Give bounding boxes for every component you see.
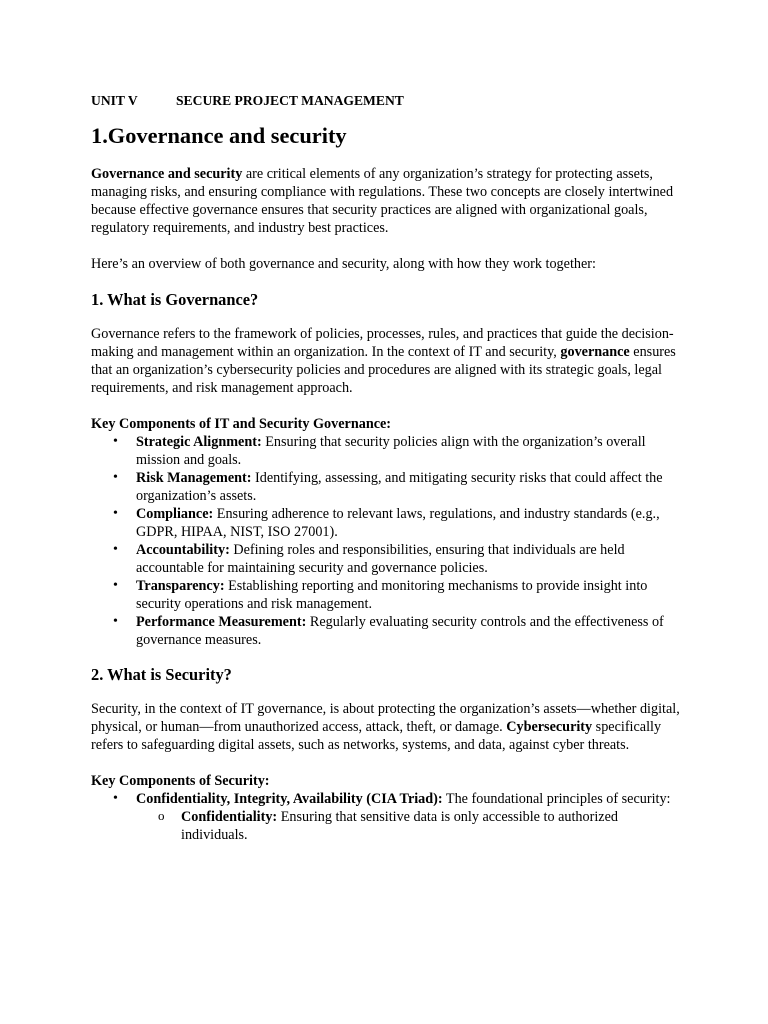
section1-text-2: ensures that an organization’s cybersecurity policies and procedures are aligned with its strategic goals, legal requirements, and risk management approach. [91, 344, 676, 396]
sub-list-item [136, 808, 681, 844]
section2-heading: 2. What is Security? [91, 665, 232, 684]
item-term: Accountability: [136, 542, 230, 558]
item-term: Confidentiality, Integrity, Availability (CIA Triad): [136, 791, 443, 807]
item-term: Transparency: [136, 578, 225, 594]
section2-text-1: Security, in the context of IT governance, is about protecting the organization’s assets—whether digital, physical, or human—from unauthorized access, attack, theft, or damage. [91, 701, 680, 735]
item-term: Compliance: [136, 506, 214, 522]
cia-sublist [136, 808, 681, 844]
sub-item-term: Confidentiality: [181, 809, 278, 825]
unit-header [91, 92, 681, 110]
section2-key-heading: Key Components of Security: [91, 773, 270, 789]
page-title: 1.Governance and security [91, 123, 347, 148]
bullet-icon: • [113, 542, 118, 557]
section1-paragraph [91, 325, 681, 397]
section1-heading: 1. What is Governance? [91, 290, 259, 309]
unit-title: SECURE PROJECT MANAGEMENT [176, 93, 404, 108]
circle-bullet-icon: o [158, 808, 165, 823]
list-item [91, 577, 681, 613]
section1-bold: governance [560, 344, 630, 360]
list-item [91, 469, 681, 505]
intro-paragraph [91, 165, 681, 237]
list-item [91, 613, 681, 649]
governance-components-list [91, 433, 681, 649]
list-item [91, 790, 681, 844]
document-content [91, 92, 681, 844]
item-desc: Identifying, assessing, and mitigating security risks that could affect the organization’s assets. [136, 470, 663, 504]
overview-paragraph: Here’s an overview of both governance and security, along with how they work together: [91, 256, 596, 272]
bullet-icon: • [113, 614, 118, 629]
list-item [91, 433, 681, 469]
item-term: Performance Measurement: [136, 614, 307, 630]
item-desc: Establishing reporting and monitoring mechanisms to provide insight into security operations and risk management. [136, 578, 648, 612]
security-components-list [91, 790, 681, 844]
item-desc: Ensuring that security policies align with the organization’s overall mission and goals. [136, 434, 646, 468]
bullet-icon: • [113, 434, 118, 449]
section2-bold: Cybersecurity [506, 719, 593, 735]
list-item [91, 541, 681, 577]
item-term: Strategic Alignment: [136, 434, 262, 450]
item-desc: Defining roles and responsibilities, ensuring that individuals are held accountable for maintaining security and governance policies. [136, 542, 625, 576]
section2-paragraph [91, 700, 681, 754]
intro-bold-lead: Governance and security [91, 166, 243, 182]
unit-label: UNIT V [91, 93, 138, 108]
bullet-icon: • [113, 578, 118, 593]
item-desc: Regularly evaluating security controls and the effectiveness of governance measures. [136, 614, 664, 648]
bullet-icon: • [113, 791, 118, 806]
section2-text-2: specifically refers to safeguarding digital assets, such as networks, systems, and data, against cyber threats. [91, 719, 662, 753]
section1-key-heading: Key Components of IT and Security Governance: [91, 416, 392, 432]
item-term: Risk Management: [136, 470, 252, 486]
item-desc: Ensuring adherence to relevant laws, regulations, and industry standards (e.g., GDPR, HIPAA, NIST, ISO 27001). [136, 506, 660, 540]
section1-text-1: Governance refers to the framework of policies, processes, rules, and practices that guide the decision-making and management within an organization. In the context of IT and security, [91, 326, 674, 360]
intro-text: are critical elements of any organization’s strategy for protecting assets, managing risks, and ensuring compliance with regulations. These two concepts are closely intertwined because effective governance ensures that security practices are aligned with organizational goals, regulatory requirements, and industry best practices. [91, 166, 674, 236]
list-item [91, 505, 681, 541]
item-desc: The foundational principles of security: [442, 791, 671, 807]
sub-item-desc: Ensuring that sensitive data is only accessible to authorized individuals. [181, 809, 618, 843]
bullet-icon: • [113, 470, 118, 485]
bullet-icon: • [113, 506, 118, 521]
